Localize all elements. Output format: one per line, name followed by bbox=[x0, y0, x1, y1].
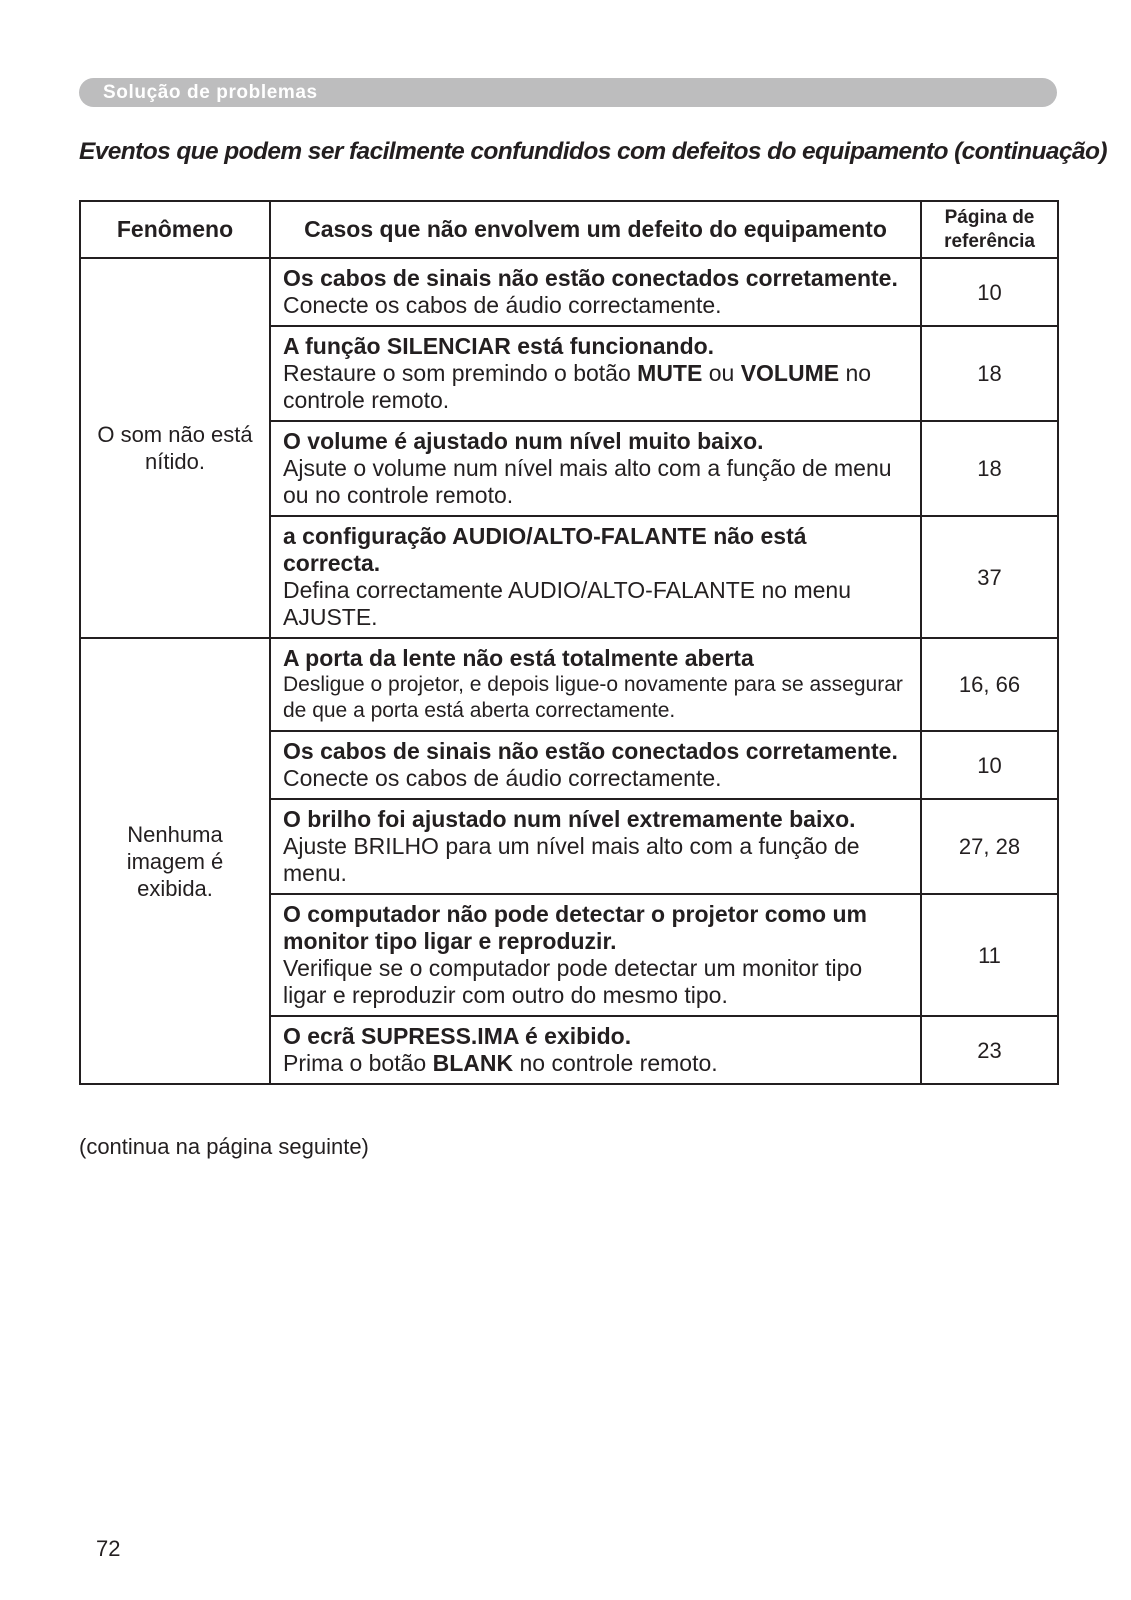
header-phenomenon: Fenômeno bbox=[80, 201, 270, 258]
table-row bbox=[80, 258, 1058, 326]
description-text: Desligue o projetor, e depois ligue-o novamente para se assegurar de que a porta está aberta correctamente. bbox=[283, 673, 903, 722]
description-text: Defina correctamente AUDIO/ALTO-FALANTE no menu AJUSTE. bbox=[283, 577, 851, 630]
case-description bbox=[283, 455, 910, 509]
page-reference-cell: 11 bbox=[921, 894, 1058, 1016]
button-name-text: MUTE bbox=[637, 360, 703, 386]
case-description bbox=[283, 292, 910, 319]
case-description bbox=[283, 955, 910, 1009]
troubleshooting-table bbox=[79, 200, 1059, 1085]
page-subtitle: Eventos que podem ser facilmente confundidos com defeitos do equipamento (continuação) bbox=[79, 138, 1107, 165]
case-title: Os cabos de sinais não estão conectados corretamente. bbox=[283, 265, 898, 291]
description-text: Ajsute o volume num nível mais alto com a função de menu ou no controle remoto. bbox=[283, 455, 892, 508]
case-description bbox=[283, 672, 910, 724]
page-reference-cell: 16, 66 bbox=[921, 638, 1058, 731]
case-title: O ecrã SUPRESS.IMA é exibido. bbox=[283, 1023, 632, 1049]
case-title: O volume é ajustado num nível muito baixo. bbox=[283, 428, 764, 454]
case-cell bbox=[270, 258, 921, 326]
case-cell bbox=[270, 1016, 921, 1084]
description-text: no controle remoto. bbox=[283, 360, 872, 413]
description-text: Conecte os cabos de áudio correctamente. bbox=[283, 292, 722, 318]
case-cell bbox=[270, 326, 921, 421]
case-description bbox=[283, 360, 910, 414]
page-reference-cell: 18 bbox=[921, 421, 1058, 516]
case-description bbox=[283, 577, 910, 631]
header-cases: Casos que não envolvem um defeito do equipamento bbox=[270, 201, 921, 258]
table-row bbox=[80, 638, 1058, 731]
case-title: a configuração AUDIO/ALTO-FALANTE não está correcta. bbox=[283, 523, 807, 576]
case-cell bbox=[270, 731, 921, 799]
case-title: Os cabos de sinais não estão conectados corretamente. bbox=[283, 738, 898, 764]
case-cell bbox=[270, 799, 921, 894]
header-page-reference-line1: Página de bbox=[944, 206, 1035, 228]
description-text: no controle remoto. bbox=[513, 1050, 718, 1076]
section-header-bar bbox=[79, 78, 1057, 107]
description-text: Verifique se o computador pode detectar um monitor tipo ligar e reproduzir com outro do mesmo tipo. bbox=[283, 955, 863, 1008]
phenomenon-cell: Nenhuma imagem é exibida. bbox=[80, 638, 270, 1084]
case-title: A função SILENCIAR está funcionando. bbox=[283, 333, 715, 359]
header-page-reference-line2: referência bbox=[944, 230, 1035, 252]
page-reference-cell: 10 bbox=[921, 258, 1058, 326]
table-body bbox=[80, 258, 1058, 1084]
section-header-title: Solução de problemas bbox=[103, 82, 318, 103]
case-title: O computador não pode detectar o projetor como um monitor tipo ligar e reproduzir. bbox=[283, 901, 867, 954]
table-header-row bbox=[80, 201, 1058, 258]
header-page-reference bbox=[921, 201, 1058, 258]
case-description bbox=[283, 833, 910, 887]
button-name-text: VOLUME bbox=[740, 360, 840, 386]
case-title: A porta da lente não está totalmente aberta bbox=[283, 645, 754, 671]
continuation-note: (continua na página seguinte) bbox=[79, 1134, 369, 1159]
description-text: Restaure o som premindo o botão bbox=[283, 360, 638, 386]
page-number: 72 bbox=[96, 1536, 121, 1561]
page-reference-cell: 10 bbox=[921, 731, 1058, 799]
description-text: Ajuste BRILHO para um nível mais alto com a função de menu. bbox=[283, 833, 860, 886]
description-text: Prima o botão bbox=[283, 1050, 433, 1076]
case-cell bbox=[270, 516, 921, 638]
page-reference-cell: 27, 28 bbox=[921, 799, 1058, 894]
case-title: O brilho foi ajustado num nível extremamente baixo. bbox=[283, 806, 856, 832]
case-cell bbox=[270, 894, 921, 1016]
phenomenon-cell: O som não está nítido. bbox=[80, 258, 270, 638]
page-reference-cell: 37 bbox=[921, 516, 1058, 638]
case-description bbox=[283, 765, 910, 792]
description-text: ou bbox=[702, 360, 741, 386]
case-cell bbox=[270, 638, 921, 731]
description-text: Conecte os cabos de áudio correctamente. bbox=[283, 765, 722, 791]
page-reference-cell: 18 bbox=[921, 326, 1058, 421]
button-name-text: BLANK bbox=[432, 1050, 514, 1076]
case-description bbox=[283, 1050, 910, 1077]
case-cell bbox=[270, 421, 921, 516]
page-reference-cell: 23 bbox=[921, 1016, 1058, 1084]
